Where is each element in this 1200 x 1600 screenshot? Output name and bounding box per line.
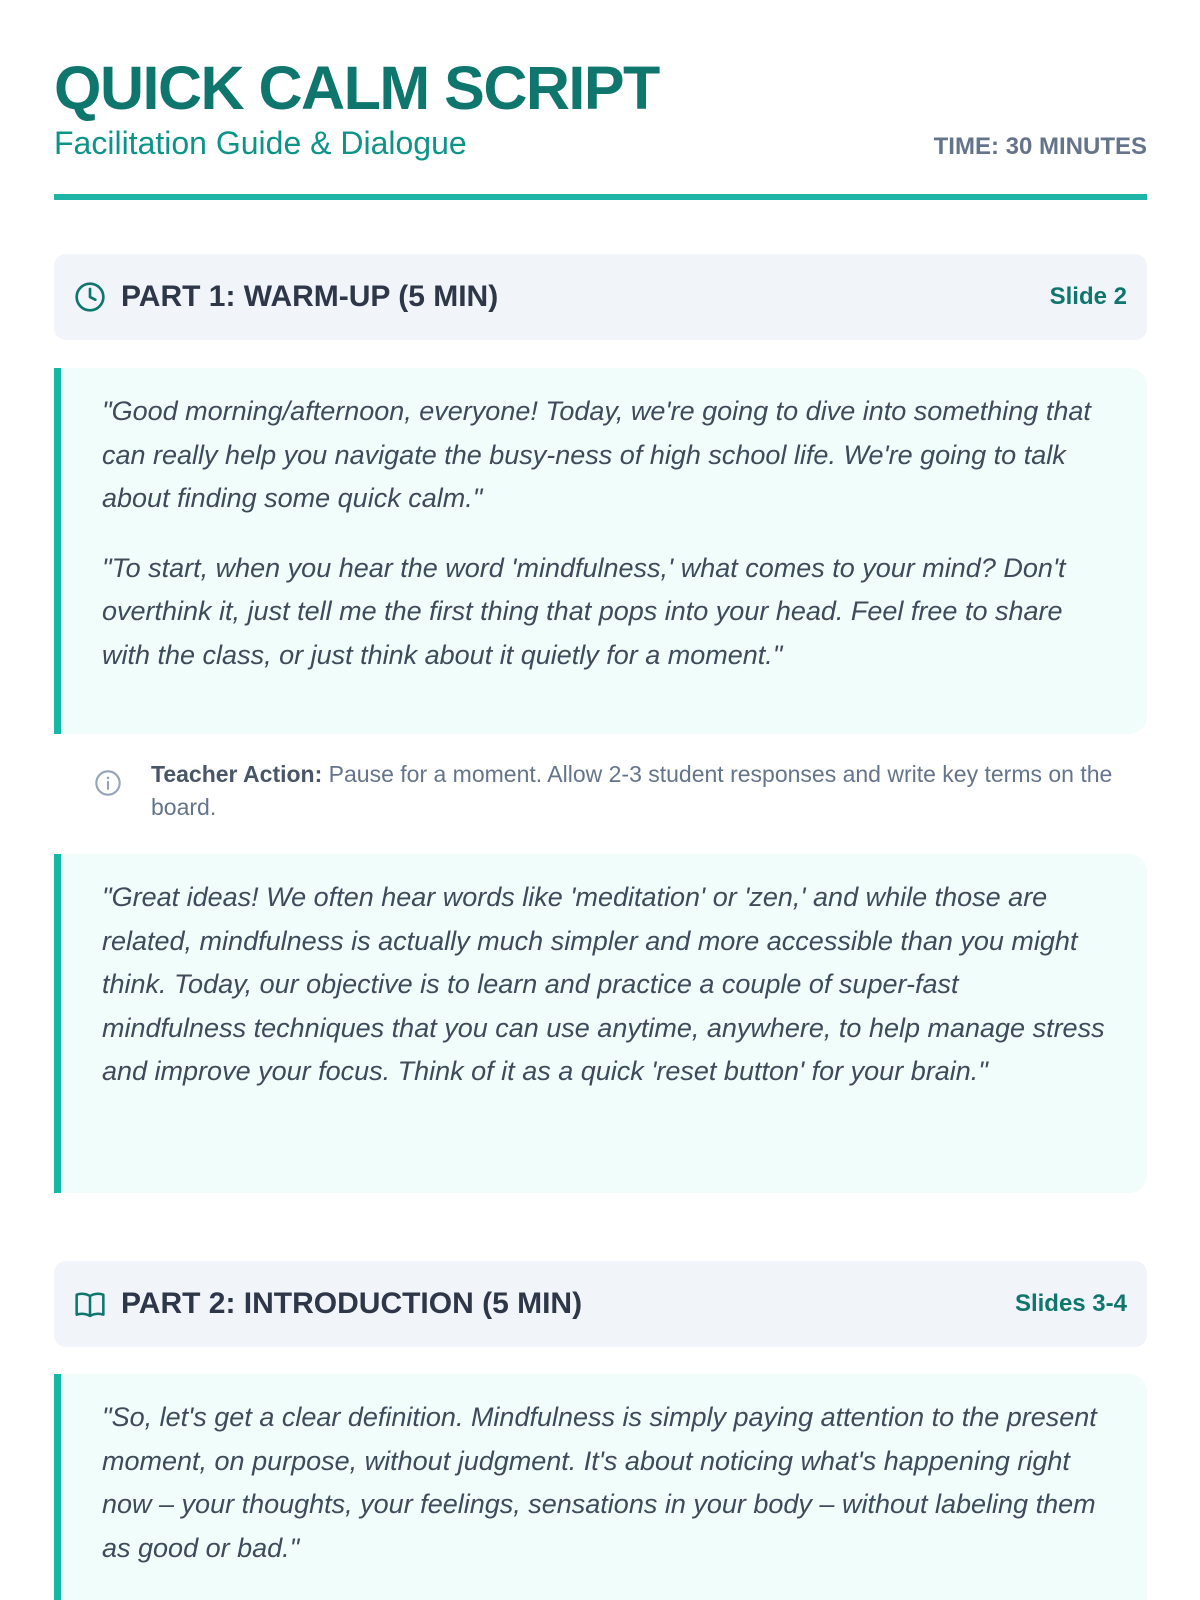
info-icon (94, 769, 122, 797)
slide-reference-part1: Slide 2 (1049, 283, 1127, 310)
teacher-action-label: Teacher Action: (151, 761, 323, 787)
dialogue-paragraph: "Great ideas! We often hear words like 'meditation' or 'zen,' and while those are related, mindfulness is actually much simpler and more accessible than you might think. Today, our objective is to learn and practice a couple of super-fast mindfulness techniques that you can use anytime, anywhere, to help manage stress and improve your focus. Think of it as a quick 'reset button' for your brain." (102, 882, 1105, 1086)
slide-reference-part2: Slides 3-4 (1014, 1290, 1127, 1317)
dialogue-block-part2-a (54, 1374, 1147, 1600)
dialogue-paragraph: "To start, when you hear the word 'mindfulness,' what comes to your mind? Don't overthink it, just tell me the first thing that pops into your head. Feel free to share with the class, or just think about it quietly for a moment." (102, 552, 1066, 670)
dialogue-block-part1-b (54, 854, 1147, 1193)
dialogue-paragraph: "So, let's get a clear definition. Mindfulness is simply paying attention to the present moment, on purpose, without judgment. It's about noticing what's happening right now – your thoughts, your feelings, sensations in your body – without labeling them as good or bad." (102, 1402, 1097, 1563)
section-title-part1: PART 1: WARM-UP (5 MIN) (121, 280, 499, 313)
page-subtitle: Facilitation Guide & Dialogue (54, 125, 467, 161)
book-open-icon (74, 1288, 106, 1320)
dialogue-block-part1-a (54, 368, 1147, 734)
clock-icon (74, 281, 106, 313)
section-title-part2: PART 2: INTRODUCTION (5 MIN) (121, 1287, 583, 1320)
section-header-part2 (54, 1261, 1147, 1347)
teacher-action-text (151, 758, 1151, 824)
duration-label: TIME: 30 MINUTES (933, 133, 1147, 160)
teacher-action-body: Pause for a moment. Allow 2-3 student responses and write key terms on the board. (151, 761, 1113, 820)
page-title: QUICK CALM SCRIPT (54, 54, 659, 122)
dialogue-paragraph: "Good morning/afternoon, everyone! Today, we're going to dive into something that can really help you navigate the busy-ness of high school life. We're going to talk about finding some quick calm." (102, 396, 1091, 513)
teacher-action-note (94, 758, 1154, 828)
document-header (54, 48, 1147, 200)
section-header-part1 (54, 254, 1147, 340)
